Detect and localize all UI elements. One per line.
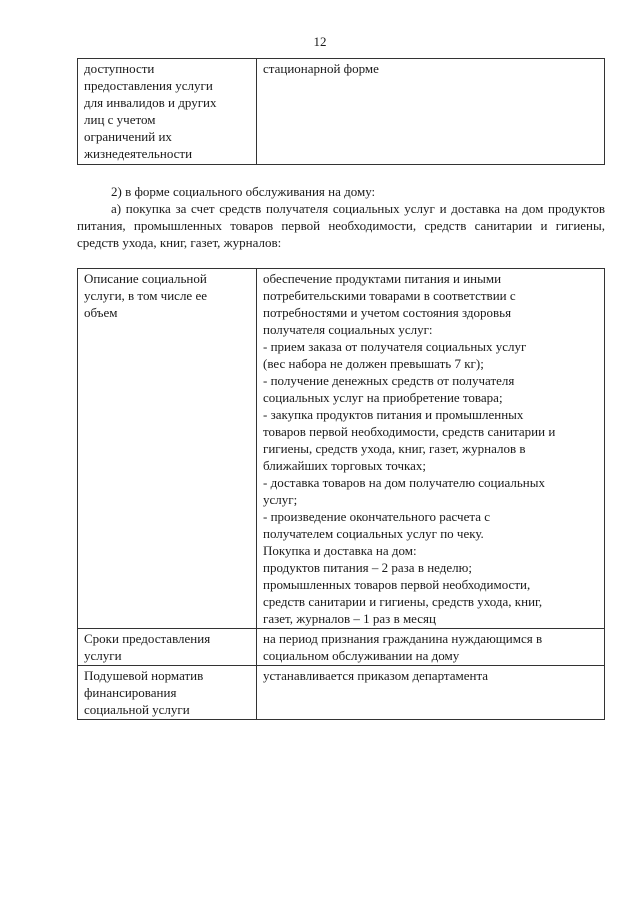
continued-service-table <box>77 58 605 165</box>
cell-line: ближайших торговых точках; <box>263 458 427 473</box>
cell-line: Подушевой норматив <box>84 668 204 683</box>
section-heading: 2) в форме социального обслуживания на дому: <box>111 184 376 199</box>
cell-line: гигиены, средств ухода, книг, газет, журналов в <box>263 441 526 456</box>
cell-line: обеспечение продуктами питания и иными <box>263 271 502 286</box>
cell-line: для инвалидов и других <box>84 95 217 110</box>
cell-line: получателем социальных услуг по чеку. <box>263 526 484 541</box>
cell-line: потребительскими товарами в соответствии с <box>263 288 516 303</box>
cell-line: - доставка товаров на дом получателю социальных <box>263 475 545 490</box>
cell-line: доступности <box>84 61 155 76</box>
cell-line: получателя социальных услуг: <box>263 322 433 337</box>
table-cell-criterion <box>78 59 257 165</box>
cell-line: лиц с учетом <box>84 112 156 127</box>
subsection-paragraph: а) покупка за счет средств получателя социальных услуг и доставка на дом продуктов питания, промышленных товаров первой необходимости, средств санитарии и гигиены, средств ухода, книг, газет, журналов: <box>77 201 605 250</box>
cell-line: промышленных товаров первой необходимости, <box>263 577 531 592</box>
table-row <box>78 629 605 666</box>
cell-line: услуг; <box>263 492 298 507</box>
table-row <box>78 269 605 629</box>
cell-line: - получение денежных средств от получателя <box>263 373 515 388</box>
table-cell-criterion <box>78 269 257 629</box>
table-cell-value <box>257 269 605 629</box>
cell-line: - прием заказа от получателя социальных услуг <box>263 339 527 354</box>
cell-line: стационарной форме <box>263 61 379 76</box>
cell-line: продуктов питания – 2 раза в неделю; <box>263 560 472 575</box>
table-cell-value <box>257 59 605 165</box>
cell-line: - произведение окончательного расчета с <box>263 509 490 524</box>
cell-line: предоставления услуги <box>84 78 213 93</box>
cell-line: услуги, в том числе ее <box>84 288 207 303</box>
cell-line: Покупка и доставка на дом: <box>263 543 417 558</box>
cell-line: объем <box>84 305 118 320</box>
cell-line: жизнедеятельности <box>84 146 193 161</box>
cell-line: финансирования <box>84 685 177 700</box>
table-cell-value <box>257 629 605 666</box>
cell-line: Описание социальной <box>84 271 207 286</box>
cell-line: социальном обслуживании на дому <box>263 648 460 663</box>
cell-line: услуги <box>84 648 122 663</box>
cell-line: - закупка продуктов питания и промышленных <box>263 407 524 422</box>
cell-line: средств санитарии и гигиены, средств ухода, книг, <box>263 594 543 609</box>
cell-line: потребностями и учетом состояния здоровья <box>263 305 512 320</box>
page-number: 12 <box>313 34 327 49</box>
table-cell-criterion <box>78 629 257 666</box>
cell-line: социальной услуги <box>84 702 190 717</box>
cell-line: газет, журналов – 1 раз в месяц <box>263 611 436 626</box>
cell-line: на период признания гражданина нуждающимся в <box>263 631 543 646</box>
table-row <box>78 59 605 165</box>
table-row <box>78 666 605 720</box>
cell-line: (вес набора не должен превышать 7 кг); <box>263 356 484 371</box>
cell-line: товаров первой необходимости, средств санитарии и <box>263 424 556 439</box>
service-description-table <box>77 268 605 720</box>
cell-line: Сроки предоставления <box>84 631 211 646</box>
cell-line: социальных услуг на приобретение товара; <box>263 390 503 405</box>
cell-line: устанавливается приказом департамента <box>263 668 489 683</box>
table-cell-criterion <box>78 666 257 720</box>
cell-line: ограничений их <box>84 129 172 144</box>
table-cell-value <box>257 666 605 720</box>
